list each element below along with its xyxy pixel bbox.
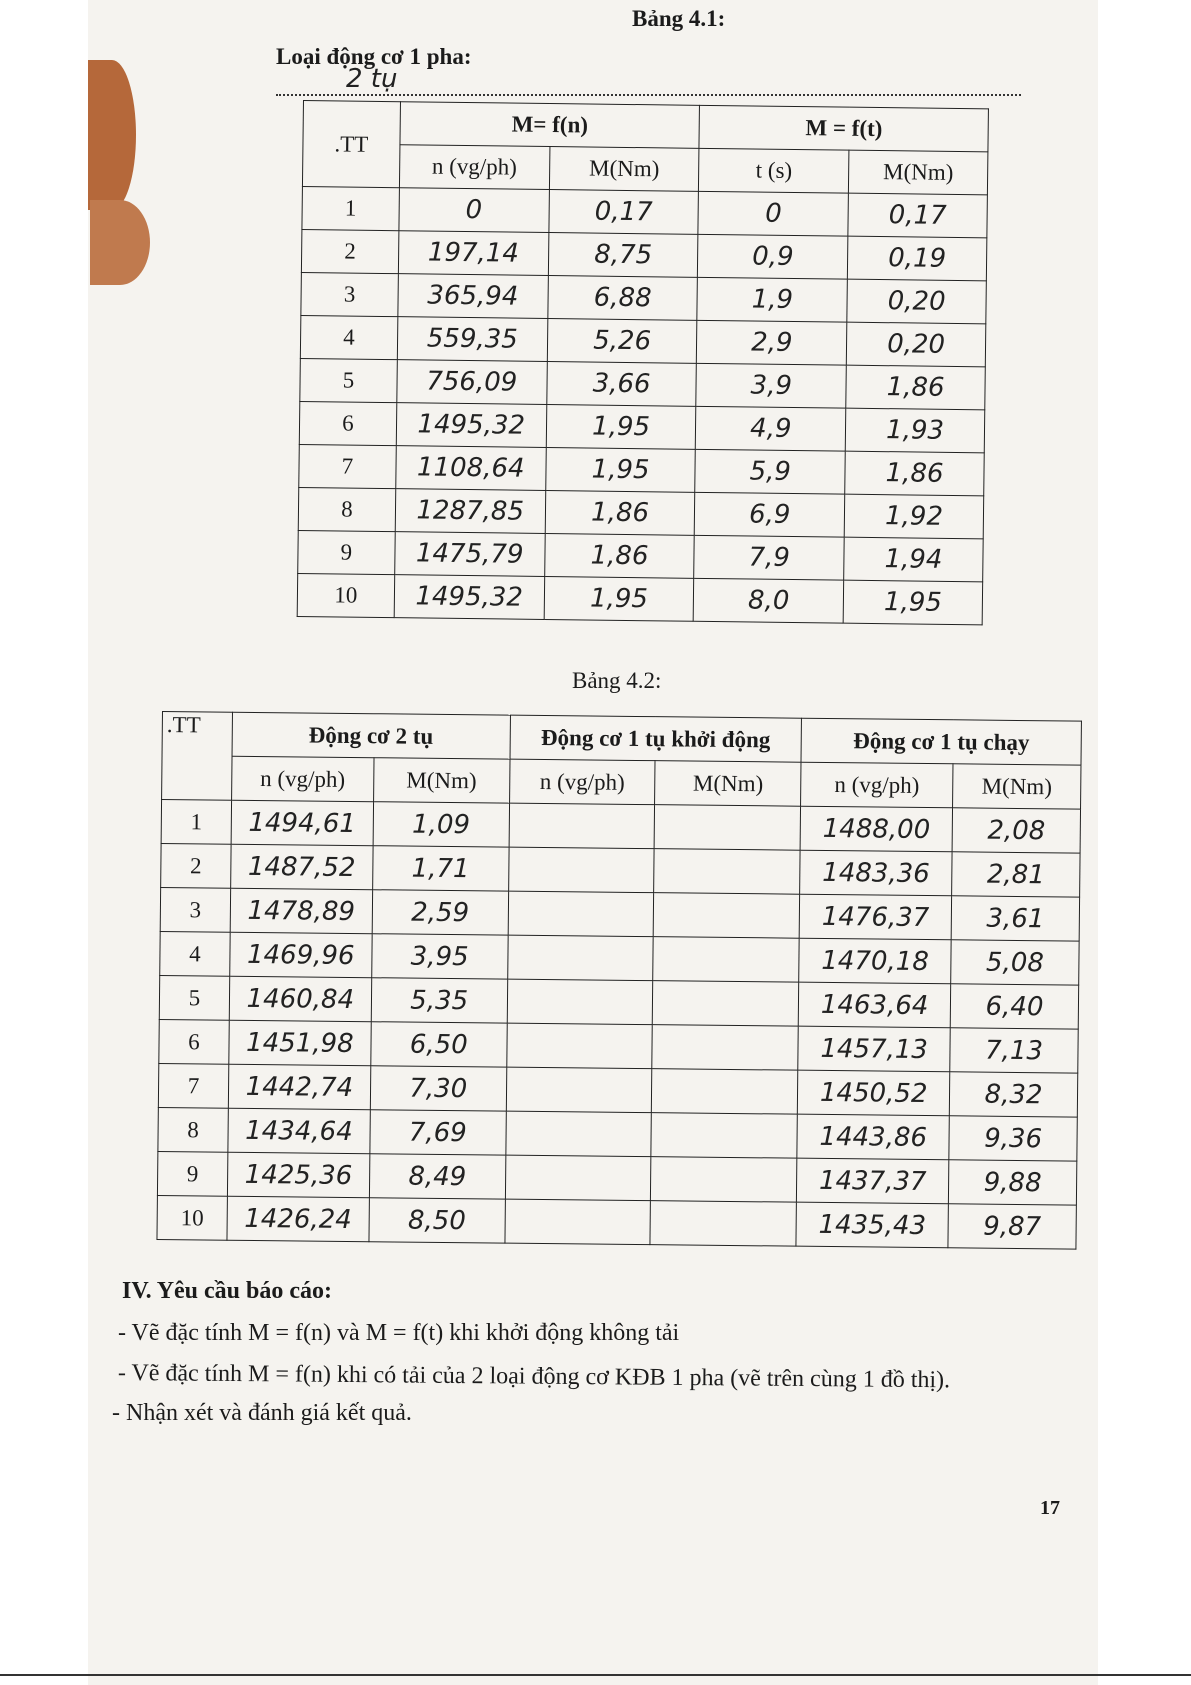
table-row	[157, 1195, 1076, 1249]
cell-m: 9,87	[948, 1204, 1076, 1249]
finger-tip	[90, 200, 150, 285]
cell-n: 1437,37	[797, 1158, 949, 1204]
cell-n: 1450,52	[798, 1070, 950, 1116]
cell-n: 1442,74	[228, 1064, 370, 1109]
cell-m	[650, 1201, 796, 1247]
cell-tt: 7	[299, 444, 396, 488]
cell-m: 1,94	[844, 537, 983, 582]
cell-n: 1494,61	[231, 800, 373, 845]
cell-m: 0,20	[846, 322, 985, 367]
cell-t: 3,9	[696, 363, 846, 408]
cell-tt: 4	[300, 315, 397, 359]
cell-n	[505, 1199, 651, 1245]
requirement-item: - Nhận xét và đánh giá kết quả.	[112, 1400, 412, 1426]
cell-n: 1483,36	[800, 850, 952, 896]
cell-tt: 4	[160, 931, 230, 976]
cell-n	[506, 1023, 652, 1069]
cell-m	[652, 1069, 798, 1115]
finger-thumb	[88, 60, 136, 210]
table2-col-tt: .TT	[162, 712, 233, 801]
cell-tt: 2	[301, 229, 398, 273]
cell-m: 2,59	[372, 890, 508, 935]
cell-n: 1287,85	[395, 489, 545, 534]
cell-n: 1108,64	[396, 446, 546, 491]
table1-group-mt: M = f(t)	[699, 105, 988, 152]
cell-tt: 6	[299, 401, 396, 445]
table2-col-n: n (vg/ph)	[509, 759, 655, 805]
cell-m	[655, 805, 801, 851]
cell-m: 3,66	[546, 362, 696, 407]
cell-tt: 10	[157, 1195, 227, 1240]
cell-m: 1,09	[373, 802, 509, 847]
cell-m: 5,35	[371, 978, 507, 1023]
cell-m: 1,95	[843, 580, 982, 625]
table2-col-m: M(Nm)	[655, 761, 801, 807]
cell-tt: 2	[161, 843, 231, 888]
cell-n	[509, 803, 655, 849]
cell-n	[507, 935, 653, 981]
table2-col-m: M(Nm)	[953, 764, 1081, 809]
cell-m	[653, 937, 799, 983]
cell-m: 0,17	[549, 190, 699, 235]
cell-m: 3,61	[951, 896, 1079, 941]
page-number: 17	[1040, 1497, 1060, 1519]
cell-m: 1,95	[544, 576, 694, 621]
table2-group-2-capacitor: Động cơ 2 tụ	[232, 712, 510, 759]
cell-t: 1,9	[697, 277, 847, 322]
cell-m	[652, 1025, 798, 1071]
cell-m: 1,86	[846, 365, 985, 410]
requirement-item: - Vẽ đặc tính M = f(n) khi có tải của 2 loại động cơ KĐB 1 pha (vẽ trên cùng 1 đồ thị).	[117, 1360, 951, 1394]
cell-m: 1,71	[372, 846, 508, 891]
cell-n: 1470,18	[799, 938, 951, 984]
cell-m: 1,86	[544, 533, 694, 578]
cell-tt: 6	[159, 1019, 229, 1064]
cell-m	[653, 981, 799, 1027]
scan-edge-line	[0, 1674, 1191, 1676]
cell-m: 9,36	[949, 1116, 1077, 1161]
cell-n: 1475,79	[395, 532, 545, 577]
cell-t: 0,9	[698, 234, 848, 279]
cell-n: 1463,64	[798, 982, 950, 1028]
cell-m: 8,75	[548, 233, 698, 278]
table1-caption: Bảng 4.1:	[632, 6, 726, 31]
table2-caption: Bảng 4.2:	[572, 668, 662, 693]
cell-t: 5,9	[695, 449, 845, 494]
cell-n	[505, 1155, 651, 1201]
cell-tt: 9	[298, 530, 395, 574]
cell-m	[651, 1157, 797, 1203]
cell-n: 365,94	[398, 274, 548, 319]
cell-n	[508, 891, 654, 937]
table1-col-t: t (s)	[699, 148, 849, 193]
cell-m: 1,86	[545, 490, 695, 535]
cell-n	[506, 1111, 652, 1157]
table-row	[297, 573, 982, 624]
cell-n: 1478,89	[230, 888, 372, 933]
table2-col-m: M(Nm)	[373, 758, 509, 803]
cell-t: 2,9	[697, 320, 847, 365]
table1-col-n: n (vg/ph)	[399, 145, 549, 190]
cell-n	[507, 979, 653, 1025]
table1-col-tt: .TT	[302, 101, 400, 188]
cell-n: 1487,52	[231, 844, 373, 889]
motor-type-line	[276, 44, 1191, 96]
cell-m: 3,95	[372, 934, 508, 979]
motor-type-label: Loại động cơ 1 pha:	[276, 44, 472, 69]
motor-type-dotted-field	[276, 64, 1021, 96]
cell-tt: 10	[297, 573, 394, 617]
cell-n: 1476,37	[799, 894, 951, 940]
cell-n	[506, 1067, 652, 1113]
cell-m	[651, 1113, 797, 1159]
cell-n: 1425,36	[227, 1152, 369, 1197]
table-4-2	[156, 711, 1081, 1250]
cell-tt: 3	[160, 887, 230, 932]
cell-m: 6,40	[950, 984, 1078, 1029]
motor-type-value: 2 tụ	[346, 64, 398, 94]
requirement-item: - Vẽ đặc tính M = f(n) và M = f(t) khi khởi động không tải	[118, 1320, 680, 1346]
cell-t: 7,9	[694, 535, 844, 580]
cell-n: 1457,13	[798, 1026, 950, 1072]
cell-n: 1469,96	[230, 932, 372, 977]
cell-n: 197,14	[398, 231, 548, 276]
cell-m: 6,88	[548, 276, 698, 321]
cell-m: 7,30	[370, 1066, 506, 1111]
cell-n: 559,35	[397, 317, 547, 362]
cell-n: 756,09	[397, 360, 547, 405]
table-4-1	[297, 100, 989, 625]
cell-m	[654, 849, 800, 895]
cell-n: 1435,43	[796, 1202, 948, 1248]
cell-t: 6,9	[695, 492, 845, 537]
cell-tt: 8	[158, 1107, 228, 1152]
cell-n: 1495,32	[394, 575, 544, 620]
table1-col-m1: M(Nm)	[549, 147, 699, 192]
cell-m: 7,69	[370, 1110, 506, 1155]
cell-m: 1,95	[545, 447, 695, 492]
table1-group-mn: M= f(n)	[400, 102, 700, 149]
cell-m: 1,95	[546, 404, 696, 449]
cell-m: 7,13	[950, 1028, 1078, 1073]
table1-col-m2: M(Nm)	[849, 150, 988, 195]
cell-t: 0	[698, 191, 848, 236]
cell-m: 1,86	[845, 451, 984, 496]
cell-tt: 8	[298, 487, 395, 531]
cell-tt: 1	[302, 186, 399, 230]
cell-tt: 7	[158, 1063, 228, 1108]
cell-n: 1495,32	[396, 403, 546, 448]
table2-group-run-capacitor: Động cơ 1 tụ chạy	[801, 718, 1081, 765]
cell-m: 9,88	[948, 1160, 1076, 1205]
table2-col-n: n (vg/ph)	[801, 762, 953, 808]
cell-m: 1,92	[844, 494, 983, 539]
table2-group-start-capacitor: Động cơ 1 tụ khởi động	[510, 715, 802, 762]
cell-n: 1426,24	[227, 1196, 369, 1241]
cell-m: 5,26	[547, 319, 697, 364]
cell-m: 1,93	[845, 408, 984, 453]
cell-m	[654, 893, 800, 939]
cell-tt: 5	[300, 358, 397, 402]
cell-n: 0	[399, 188, 549, 233]
cell-tt: 5	[159, 975, 229, 1020]
cell-n: 1488,00	[800, 806, 952, 852]
cell-n: 1434,64	[228, 1108, 370, 1153]
cell-m: 2,08	[952, 808, 1080, 853]
cell-n: 1451,98	[229, 1020, 371, 1065]
cell-tt: 1	[161, 800, 231, 845]
cell-t: 4,9	[696, 406, 846, 451]
report-requirements-heading: IV. Yêu cầu báo cáo:	[122, 1278, 333, 1304]
cell-m: 0,17	[848, 193, 987, 238]
cell-m: 8,49	[369, 1154, 505, 1199]
cell-n	[508, 847, 654, 893]
cell-m: 6,50	[371, 1022, 507, 1067]
cell-m: 0,20	[847, 279, 986, 324]
table2-col-n: n (vg/ph)	[231, 756, 373, 801]
cell-m: 8,50	[369, 1198, 505, 1243]
cell-m: 5,08	[951, 940, 1079, 985]
cell-tt: 3	[301, 272, 398, 316]
cell-t: 8,0	[694, 578, 844, 623]
cell-m: 2,81	[952, 852, 1080, 897]
cell-n: 1460,84	[229, 976, 371, 1021]
cell-m: 0,19	[847, 236, 986, 281]
cell-n: 1443,86	[797, 1114, 949, 1160]
cell-m: 8,32	[949, 1072, 1077, 1117]
cell-tt: 9	[157, 1151, 227, 1196]
